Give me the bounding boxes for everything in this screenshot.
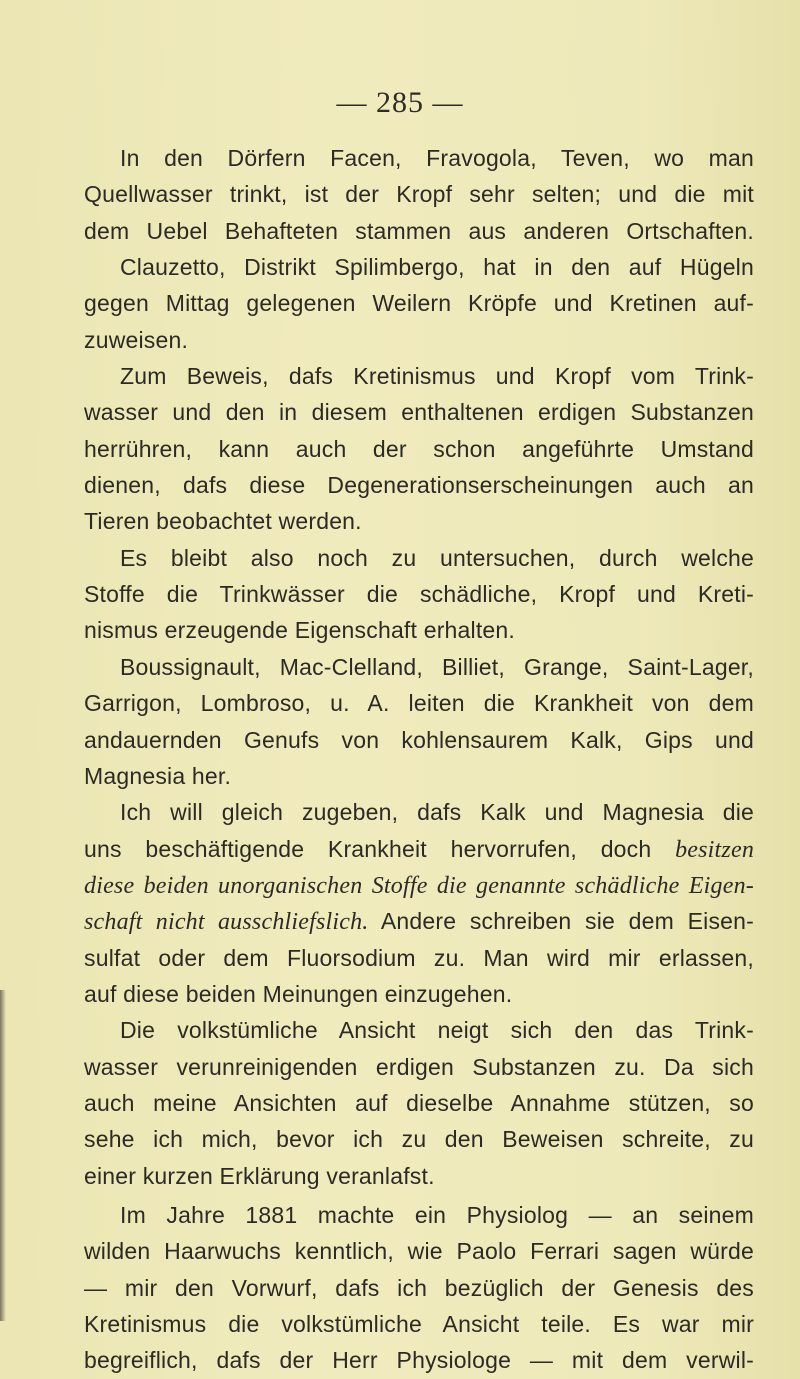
page-number: — 285 — xyxy=(336,86,464,119)
text-line: wilden Haarwuchs kenntlich, wie Paolo Ferrari sagen würde xyxy=(84,1238,754,1265)
text-line: gegen Mittag gelegenen Weilern Kröpfe und Kretinen auf- xyxy=(84,290,754,317)
text-line: Clauzetto, Distrikt Spilimbergo, hat in den auf Hügeln xyxy=(120,254,754,281)
text-line: Die volkstümliche Ansicht neigt sich den das Trink- xyxy=(120,1017,754,1044)
text-line xyxy=(84,831,754,867)
text-line: dienen, dafs diese Degenerationserscheinungen auch an xyxy=(84,472,754,499)
body-text xyxy=(84,140,754,1379)
italic-segment: diese beiden unorganischen Stoffe die genannte schädliche Eigen- xyxy=(84,872,754,899)
text-line: auf diese beiden Meinungen einzugehen. xyxy=(84,980,513,1007)
text-segment: Andere schreiben sie dem Eisen- xyxy=(380,908,754,935)
text-line: dem Uebel Behafteten stammen aus anderen Ortschaften. xyxy=(84,217,754,244)
italic-segment: besitzen xyxy=(675,836,755,863)
text-line: sehe ich mich, bevor ich zu den Beweisen schreite, zu xyxy=(84,1126,754,1153)
text-line: Ich will gleich zugeben, dafs Kalk und Magnesia die xyxy=(120,799,754,826)
text-line: einer kurzen Erklärung veranlafst. xyxy=(84,1162,435,1189)
text-line: Zum Beweis, dafs Kretinismus und Kropf vom Trink- xyxy=(120,363,754,390)
text-line: wasser und den in diesem enthaltenen erdigen Substanzen xyxy=(84,399,754,426)
text-line: sulfat oder dem Fluorsodium zu. Man wird mir erlassen, xyxy=(84,944,754,971)
text-line xyxy=(84,867,754,903)
italic-segment: schaft nicht ausschliefslich. xyxy=(84,909,369,936)
text-line: nismus erzeugende Eigenschaft erhalten. xyxy=(84,617,516,644)
text-line: andauernden Genufs von kohlensaurem Kalk, Gips und xyxy=(84,726,754,753)
text-line: Im Jahre 1881 machte ein Physiolog — an seinem xyxy=(120,1201,754,1228)
text-line: Quellwasser trinkt, ist der Kropf sehr selten; und die mit xyxy=(84,181,754,208)
text-line: Es bleibt also noch zu untersuchen, durch welche xyxy=(120,544,754,571)
text-segment: uns beschäftigende Krankheit hervorrufen, doch xyxy=(84,835,652,862)
text-line: Magnesia her. xyxy=(84,762,232,789)
text-line: zuweisen. xyxy=(84,326,189,353)
text-line: auch meine Ansichten auf dieselbe Annahme stützen, so xyxy=(84,1089,754,1116)
text-line: Stoffe die Trinkwässer die schädliche, Kropf und Kreti- xyxy=(84,581,754,608)
text-line xyxy=(84,903,754,939)
text-line: In den Dörfern Facen, Fravogola, Teven, wo man xyxy=(120,145,754,171)
text-line: wasser verunreinigenden erdigen Substanzen zu. Da sich xyxy=(84,1053,754,1080)
text-line: herrühren, kann auch der schon angeführte Umstand xyxy=(84,435,754,462)
page-edge-shadow xyxy=(0,990,6,1321)
text-line: Tieren beobachtet werden. xyxy=(84,508,362,535)
text-line: Kretinismus die volkstümliche Ansicht teile. Es war mir xyxy=(84,1311,754,1337)
text-line: Boussignault, Mac-Clelland, Billiet, Grange, Saint-Lager, xyxy=(120,653,754,680)
text-line: begreiflich, dafs der Herr Physiologe — mit dem verwil- xyxy=(84,1347,754,1374)
text-line: Garrigon, Lombroso, u. A. leiten die Krankheit von dem xyxy=(84,690,754,717)
text-line: — mir den Vorwurf, dafs ich bezüglich der Genesis des xyxy=(84,1274,754,1301)
